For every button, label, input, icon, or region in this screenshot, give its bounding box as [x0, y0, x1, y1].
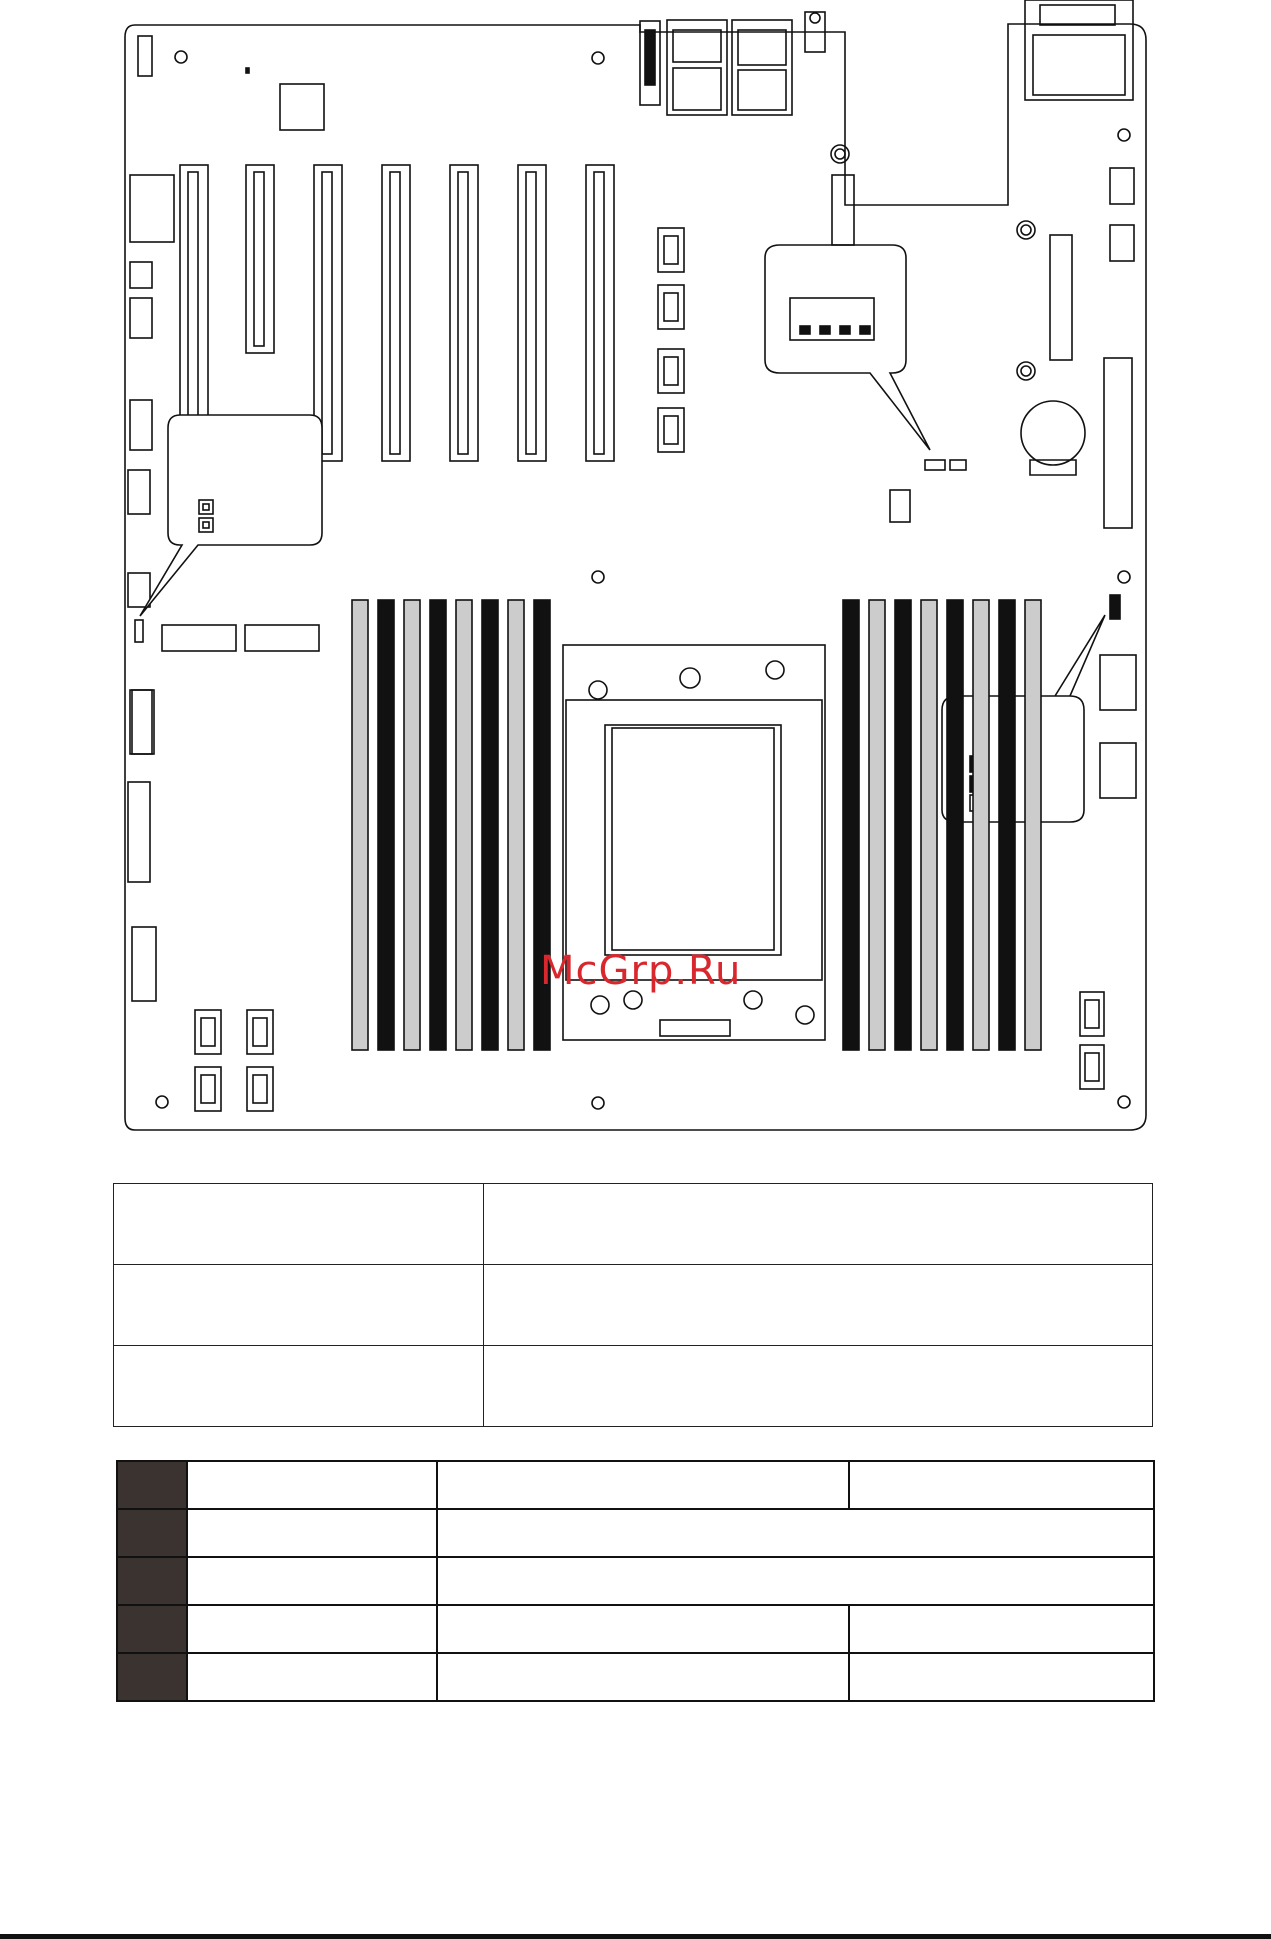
spec-value: [484, 1265, 1153, 1346]
table-row: [114, 1184, 1153, 1265]
table-row: [117, 1653, 1154, 1701]
spec-label: [114, 1346, 484, 1427]
pin-icon: [117, 1653, 187, 1701]
spec-value: [484, 1346, 1153, 1427]
table-cell: [437, 1605, 849, 1653]
spec-label: [114, 1184, 484, 1265]
pin-icon: [117, 1509, 187, 1557]
table-cell: [849, 1461, 1154, 1509]
table-cell: [849, 1605, 1154, 1653]
table-row: [117, 1605, 1154, 1653]
left-headers: [128, 36, 174, 1001]
pin-icon: [117, 1605, 187, 1653]
m2-connector: [162, 625, 236, 651]
table-cell: [437, 1509, 1154, 1557]
table-cell: [187, 1557, 437, 1605]
table-row: [117, 1461, 1154, 1509]
jumper-setting-table: [116, 1460, 1155, 1702]
spec-label: [114, 1265, 484, 1346]
footer-rule: [0, 1934, 1271, 1939]
callout-jumper-left: [140, 415, 322, 616]
m2-connector: [245, 625, 319, 651]
table-cell: [849, 1653, 1154, 1701]
callout-jumper-right: [942, 615, 1105, 822]
table-row: [114, 1265, 1153, 1346]
watermark: McGrp.Ru: [540, 948, 742, 994]
table-cell: [437, 1461, 849, 1509]
table-cell: [187, 1653, 437, 1701]
rear-io: [640, 0, 1133, 115]
table-cell: [187, 1509, 437, 1557]
spec-value: [484, 1184, 1153, 1265]
table-row: [117, 1509, 1154, 1557]
pin-icon: [117, 1461, 187, 1509]
dimm-slots-right: [843, 600, 1041, 1050]
callout-jumper-top: [765, 245, 930, 450]
table-row: [117, 1557, 1154, 1605]
dimm-slots-left: [352, 600, 550, 1050]
chip: [280, 84, 324, 130]
pin-icon: [117, 1557, 187, 1605]
table-cell: [437, 1653, 849, 1701]
table-cell: [187, 1605, 437, 1653]
table-row: [114, 1346, 1153, 1427]
spec-table: [113, 1183, 1153, 1427]
table-cell: [187, 1461, 437, 1509]
table-cell: [437, 1557, 1154, 1605]
